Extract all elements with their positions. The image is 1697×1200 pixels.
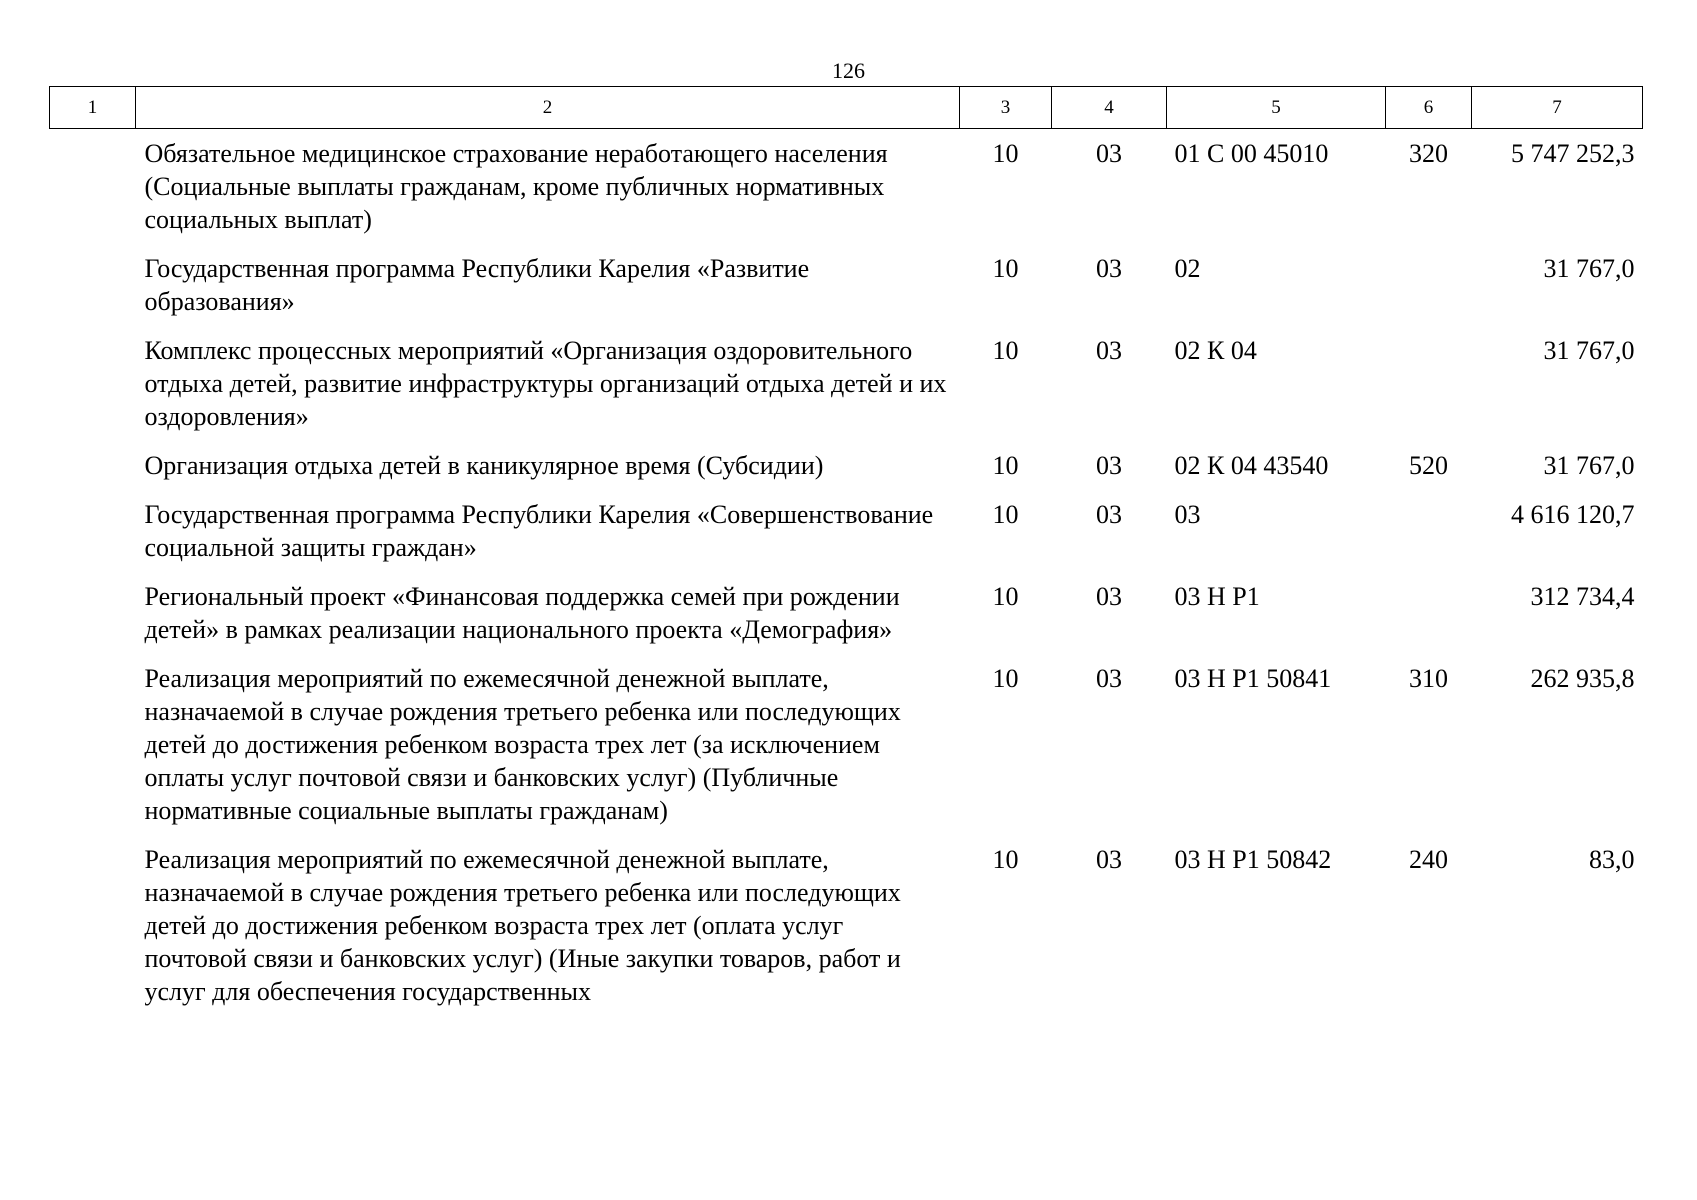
header-col-3: 3 <box>960 87 1052 129</box>
row-subsection: 03 <box>1096 254 1122 283</box>
row-amount: 83,0 <box>1589 845 1635 874</box>
row-expense-type <box>1386 326 1472 441</box>
row-number-cell <box>50 441 136 490</box>
row-expense-type: 320 <box>1409 139 1448 168</box>
header-col-5: 5 <box>1167 87 1386 129</box>
row-name: Реализация мероприятий по ежемесячной денежной выплате, назначаемой в случае рождения третьего ребенка или последующих детей до достижения ребенком возраста трех лет (за исключением оплаты услуг почтовой связи и банковских услуг) (Публичные нормативные социальные выплаты гражданам) <box>144 664 901 825</box>
row-subsection: 03 <box>1096 582 1122 611</box>
row-section: 10 <box>992 582 1019 611</box>
row-name: Государственная программа Республики Карелия «Совершенствование социальной защиты граждан» <box>144 500 934 562</box>
row-section: 10 <box>992 845 1019 874</box>
header-col-6: 6 <box>1386 87 1472 129</box>
row-expense-type <box>1386 572 1472 654</box>
row-code: 03 <box>1174 500 1201 529</box>
table-row <box>50 441 1643 490</box>
row-code: 02 К 04 43540 <box>1174 451 1329 480</box>
row-code: 03 Н Р1 50841 <box>1174 664 1332 693</box>
table-row <box>50 572 1643 654</box>
row-code: 03 Н Р1 <box>1174 582 1260 611</box>
table-row <box>50 244 1643 326</box>
row-name: Региональный проект «Финансовая поддержка семей при рождении детей» в рамках реализации национального проекта «Демография» <box>144 582 900 644</box>
row-subsection: 03 <box>1096 451 1122 480</box>
row-name: Обязательное медицинское страхование неработающего населения (Социальные выплаты гражданам, кроме публичных нормативных социальных выплат) <box>144 139 888 234</box>
row-amount: 31 767,0 <box>1543 336 1635 365</box>
row-subsection: 03 <box>1096 336 1122 365</box>
row-name: Государственная программа Республики Карелия «Развитие образования» <box>144 254 810 316</box>
table-body <box>50 129 1643 1017</box>
row-amount: 31 767,0 <box>1543 451 1635 480</box>
row-expense-type <box>1386 244 1472 326</box>
table-header <box>50 87 1643 129</box>
table-row <box>50 654 1643 835</box>
table-row <box>50 835 1643 1016</box>
row-section: 10 <box>992 451 1019 480</box>
row-subsection: 03 <box>1096 664 1122 693</box>
row-number-cell <box>50 129 136 245</box>
row-number-cell <box>50 326 136 441</box>
row-expense-type: 240 <box>1409 845 1448 874</box>
budget-table <box>49 86 1643 1016</box>
row-amount: 312 734,4 <box>1530 582 1635 611</box>
row-code: 02 <box>1174 254 1201 283</box>
header-col-1: 1 <box>50 87 136 129</box>
row-section: 10 <box>992 139 1019 168</box>
row-subsection: 03 <box>1096 500 1122 529</box>
row-section: 10 <box>992 336 1019 365</box>
row-subsection: 03 <box>1096 139 1122 168</box>
row-number-cell <box>50 572 136 654</box>
row-number-cell <box>50 654 136 835</box>
row-expense-type: 520 <box>1409 451 1448 480</box>
header-col-2: 2 <box>136 87 960 129</box>
row-name: Комплекс процессных мероприятий «Организация оздоровительного отдыха детей, развитие инфраструктуры организаций отдыха детей и их оздоровления» <box>144 336 947 431</box>
table-row <box>50 490 1643 572</box>
row-name: Реализация мероприятий по ежемесячной денежной выплате, назначаемой в случае рождения третьего ребенка или последующих детей до достижения ребенком возраста трех лет (оплата услуг почтовой связи и банковских услуг) (Иные закупки товаров, работ и услуг для обеспечения государственных <box>144 845 901 1006</box>
header-row <box>50 87 1643 129</box>
row-amount: 4 616 120,7 <box>1511 500 1635 529</box>
row-section: 10 <box>992 254 1019 283</box>
row-code: 02 К 04 <box>1174 336 1257 365</box>
row-amount: 31 767,0 <box>1543 254 1635 283</box>
page-number: 126 <box>832 58 865 83</box>
row-code: 03 Н Р1 50842 <box>1174 845 1332 874</box>
row-amount: 262 935,8 <box>1530 664 1635 693</box>
table-row <box>50 326 1643 441</box>
row-amount: 5 747 252,3 <box>1511 139 1635 168</box>
row-section: 10 <box>992 500 1019 529</box>
row-number-cell <box>50 244 136 326</box>
header-col-7: 7 <box>1472 87 1643 129</box>
row-subsection: 03 <box>1096 845 1122 874</box>
row-section: 10 <box>992 664 1019 693</box>
row-code: 01 С 00 45010 <box>1174 139 1329 168</box>
row-expense-type: 310 <box>1409 664 1448 693</box>
row-expense-type <box>1386 490 1472 572</box>
header-col-4: 4 <box>1052 87 1167 129</box>
row-number-cell <box>50 835 136 1016</box>
row-number-cell <box>50 490 136 572</box>
row-name: Организация отдыха детей в каникулярное время (Субсидии) <box>144 451 824 480</box>
table-row <box>50 129 1643 245</box>
